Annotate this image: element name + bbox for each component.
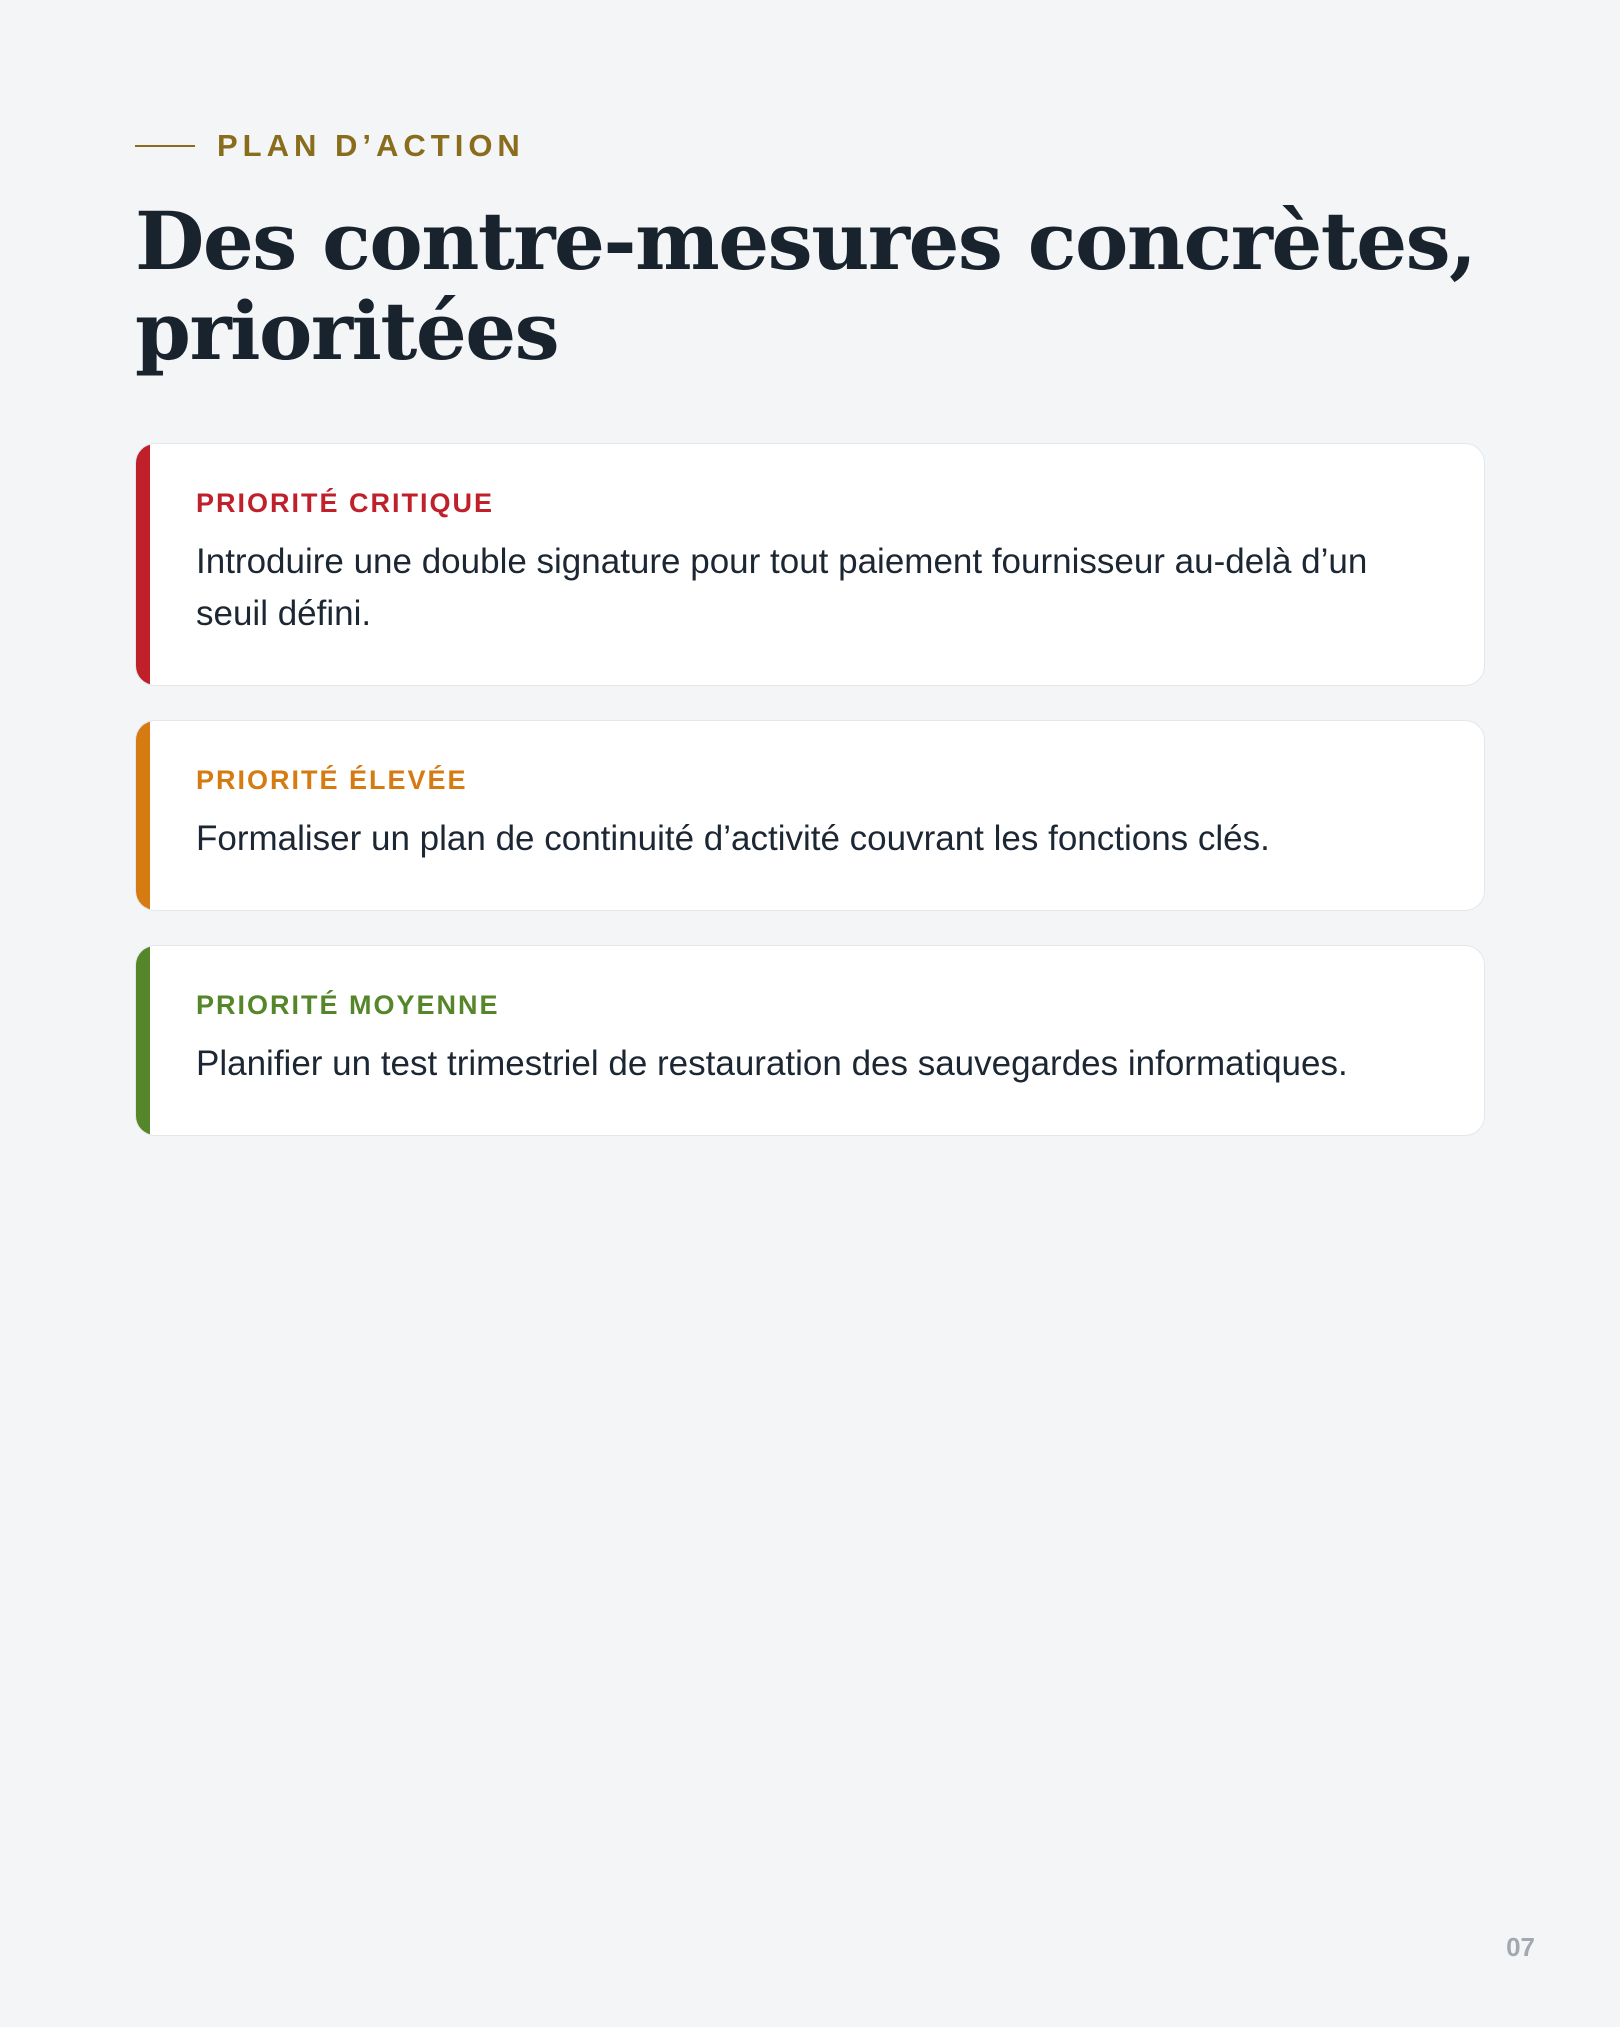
eyebrow-label: PLAN D’ACTION [217,128,525,163]
priority-label: PRIORITÉ MOYENNE [196,990,500,1020]
action-card-critical [135,443,1485,686]
action-card-medium [135,945,1485,1136]
page-title: Des contre-mesures concrètes, prioritées [135,194,1476,378]
action-description: Introduire une double signature pour tout paiement fournisseur au-delà d’un seuil défini. [196,542,1368,633]
page-number: 07 [1506,1932,1535,1962]
action-card-high [135,720,1485,911]
action-description: Planifier un test trimestriel de restauration des sauvegardes informatiques. [196,1044,1348,1083]
action-description: Formaliser un plan de continuité d’activité couvrant les fonctions clés. [196,819,1270,858]
action-list [135,443,1485,1170]
priority-label: PRIORITÉ CRITIQUE [196,488,495,518]
priority-label: PRIORITÉ ÉLEVÉE [196,765,468,795]
eyebrow-divider [135,145,195,147]
section-eyebrow [135,126,525,166]
